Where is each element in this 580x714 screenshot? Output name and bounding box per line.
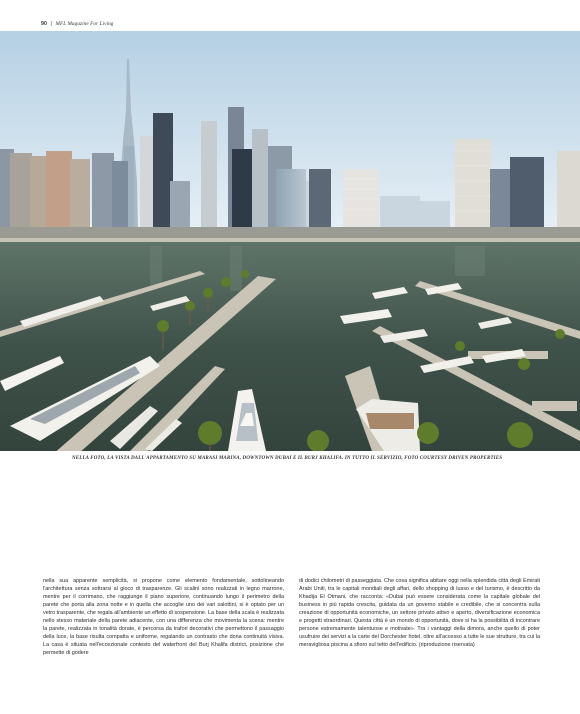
article-column-1: nella sua apparente semplicità, si propone come elemento fondamentale, sottolineando l'architettura senza sottrarsi al gioco di trasparenze. Gli scalini sono realizzati in legno marrone, mentre per il corrimano, che raggiunge il piano superiore, continuando lungo il perimetro della parete che porta alla zona notte e in quella che accoglie uno dei vari salottini, si è optato per un vetro trasparente, che regala all'ambiente un effetto di sospensione. La base della scala è realizzata nello stesso materiale della parete adiacente, con una differenza che movimenta la scena: mentre la parete, realizzata in tonalità dorate, è percorsa da trafori decorativi che permettono il passaggio della luce, la base risulta compatta e uniforme, regalando un contrasto che dona continuità visiva. La casa è situata nell'eccezionale contesto del waterfront del Burj Khalifa district, posizione che permette di godere xyxy=(43,578,284,656)
article-column-2: di dodici chilometri di passeggiata. Che cosa significa abitare oggi nella splendida città degli Emirati Arabi Uniti, tra le capitali mondiali degli affari, dello shopping di lusso e del turismo, è descritto da Khadija El Otmani, che racconta: «Dubai può essere considerata come la capitale globale del business in più rapida crescita, guidata da un governo stabile e credibile, che si concentra sulla creazione di opportunità economiche, un settore privato attivo e aperto, diversificazione economica e progetti straordinari. Questa città è un mondo di opportunità, dove si ha la possibilità di incontrare persone estremamente talentuose e motivate». Tra i vantaggi della dimora, anche quello di poter usufruire dei servizi a la carte del Dorchester hotel, oltre all'accesso a tutte le sue strutture, tra cui la meravigliosa piscina a sfioro sul tetto dell'edificio. (riproduzione riservata) xyxy=(299,578,540,648)
header-separator: | xyxy=(50,21,52,27)
article-body xyxy=(43,577,540,673)
photo-caption: NELLA FOTO, LA VISTA DALL'APPARTAMENTO SU MARASI MARINA, DOWNTOWN DUBAI E IL BURJ KHALIFA. IN TUTTO IL SERVIZIO, FOTO COURTESY DRIVEN PROPERTIES xyxy=(72,456,503,461)
magazine-name: MFL Magazine For Living xyxy=(55,21,114,27)
marina-photo xyxy=(0,31,580,451)
running-head xyxy=(41,21,114,27)
marina-water xyxy=(0,242,580,451)
page-number: 90 xyxy=(41,21,47,27)
